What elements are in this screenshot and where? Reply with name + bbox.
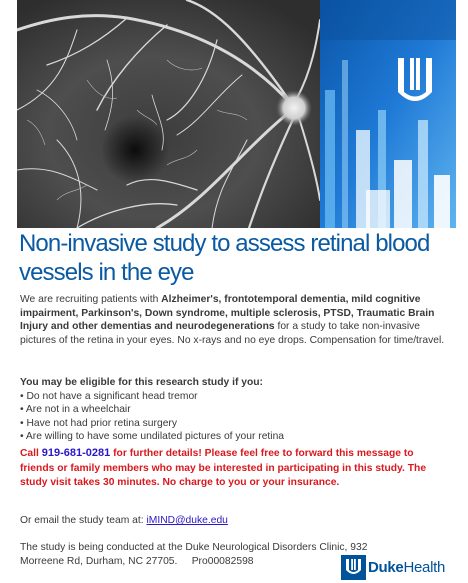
call-prefix: Call <box>20 448 42 459</box>
eligibility-item: • Have not had prior retina surgery <box>20 417 452 431</box>
duke-brand-panel <box>320 0 456 228</box>
intro-paragraph <box>20 293 452 347</box>
email-link[interactable]: iMIND@duke.edu <box>146 515 228 526</box>
intro-lead: We are recruiting patients with <box>20 294 162 305</box>
eligibility-item: • Are willing to have some undilated pictures of your retina <box>20 430 452 444</box>
eligibility-section <box>20 376 452 444</box>
duke-health-logo <box>341 555 459 580</box>
email-line <box>20 515 228 526</box>
eligibility-heading: You may be eligible for this research study if you: <box>20 377 263 388</box>
logo-thin: Health <box>403 559 446 576</box>
duke-health-mark-icon <box>341 555 366 580</box>
duke-health-wordmark <box>368 559 445 576</box>
eligibility-list <box>20 390 452 444</box>
call-to-action <box>20 446 440 491</box>
hero-image <box>17 0 456 228</box>
email-prefix: Or email the study team at: <box>20 515 147 526</box>
logo-bold: Duke <box>368 559 404 576</box>
call-text: for further details! Please feel free to forward this message to friends or family members who may be interested in participating in this study. The study visit takes 30 minutes. No charge to you or your insurance. <box>20 448 427 489</box>
eligibility-item: • Are not in a wheelchair <box>20 403 452 417</box>
retina-image <box>17 0 320 228</box>
footer-text: The study is being conducted at the Duke Neurological Disorders Clinic, 932 Morreene Rd, Durham, NC 27705. Pro00082598 <box>20 542 371 567</box>
intro-tail: for a study to take non-invasive pictures of the retina in your eyes. No x-rays and no eye drops. Compensation for time/travel. <box>20 321 445 346</box>
page-title: Non-invasive study to assess retinal blood vessels in the eye <box>19 230 430 286</box>
eligibility-item: • Do not have a significant head tremor <box>20 390 452 404</box>
intro-conditions: Alzheimer's, frontotemporal dementia, mild cognitive impairment, Parkinson's, Down syndrome, multiple sclerosis, PTSD, Traumatic Brain Injury and other dementias and neurodegenerations <box>20 294 435 333</box>
phone-number[interactable]: 919-681-0281 <box>41 447 111 459</box>
